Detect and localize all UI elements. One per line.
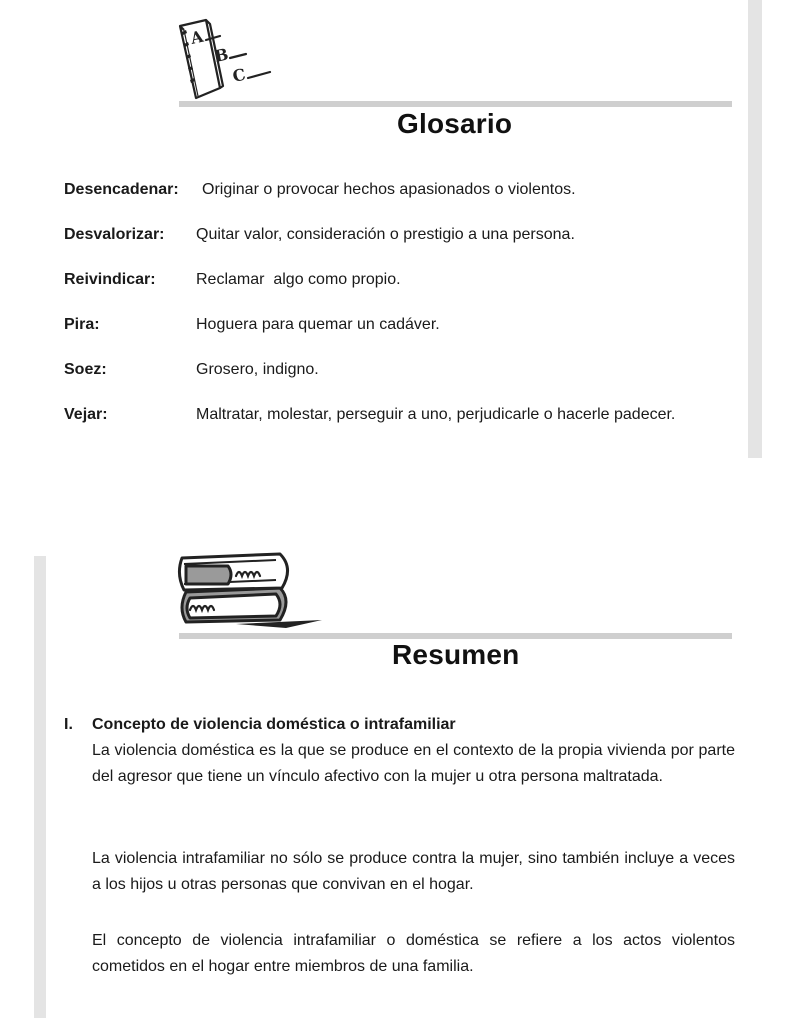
summary-paragraph: El concepto de violencia intrafamiliar o doméstica se refiere a los actos violentos cometidos en el hogar entre miembros de una familia. [92, 932, 735, 975]
glosario-title: Glosario [397, 108, 513, 139]
section-divider [179, 101, 732, 107]
glossary-definition: Maltratar, molestar, perseguir a uno, perjudicarle o hacerle padecer. [196, 406, 676, 423]
books-stack-icon [176, 548, 326, 632]
glossary-entry [0, 402, 801, 462]
summary-paragraph: La violencia doméstica es la que se produce en el contexto de la propia vivienda por parte del agresor que tiene un vínculo afectivo con la mujer u otra persona maltratada. [92, 742, 735, 785]
glossary-definition: Grosero, indigno. [196, 361, 319, 378]
resumen-title: Resumen [392, 639, 520, 670]
page-edge-bar-left [34, 556, 46, 1018]
glossary-definition: Hoguera para quemar un cadáver. [196, 316, 440, 333]
glossary-entry [0, 357, 801, 383]
glossary-term: Desencadenar: [64, 181, 179, 198]
abc-notebook-icon [176, 18, 274, 104]
section-number: I. [64, 716, 73, 733]
svg-text:A: A [188, 26, 205, 48]
glossary-term: Desvalorizar: [64, 226, 165, 243]
glossary-entry [0, 267, 801, 293]
section-heading: Concepto de violencia doméstica o intrafamiliar [92, 716, 456, 733]
glossary-term: Pira: [64, 316, 100, 333]
glossary-definition: Originar o provocar hechos apasionados o violentos. [202, 181, 576, 198]
glossary-entry [0, 222, 801, 248]
glossary-entry [0, 312, 801, 338]
glossary-term: Vejar: [64, 406, 108, 423]
glossary-term: Reivindicar: [64, 271, 156, 288]
summary-paragraph: La violencia intrafamiliar no sólo se produce contra la mujer, sino también incluye a veces a los hijos u otras personas que convivan en el hogar. [92, 850, 735, 893]
glossary-term: Soez: [64, 361, 107, 378]
glossary-definition: Quitar valor, consideración o prestigio a una persona. [196, 226, 575, 243]
svg-text:B: B [212, 44, 231, 66]
glossary-entry [0, 177, 801, 203]
glossary-definition: Reclamar algo como propio. [196, 271, 401, 288]
svg-text:C: C [230, 64, 248, 86]
